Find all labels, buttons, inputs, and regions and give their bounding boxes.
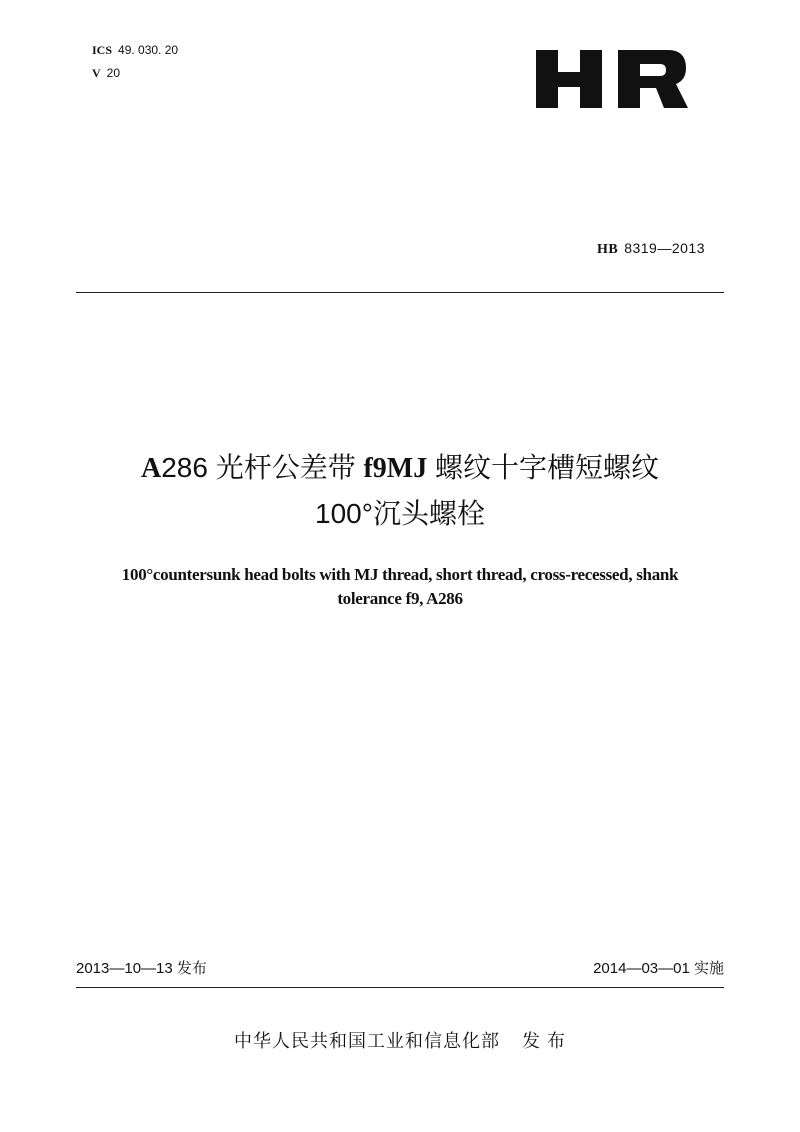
publish-date: 2013—10—13 发布 xyxy=(76,960,207,977)
standard-code: 8319—2013 xyxy=(624,240,705,256)
title-en-line1: 100°countersunk head bolts with MJ thread, short thread, cross-recessed, shank xyxy=(121,565,679,584)
ccs-label: V xyxy=(92,66,101,80)
title-cn-line1 xyxy=(0,451,800,486)
title-cn-num: 286 xyxy=(161,452,208,483)
title-en-line2: tolerance f9, A286 xyxy=(337,589,463,608)
hb-logo xyxy=(536,50,688,108)
implement-date: 2014—03—01 实施 xyxy=(593,960,724,977)
bottom-divider xyxy=(76,987,724,988)
issuer xyxy=(0,1027,800,1053)
title-cn-line2: 100°沉头螺栓 xyxy=(315,498,485,529)
standard-number xyxy=(597,240,705,258)
title-cn-rest: 螺纹十字槽短螺纹 xyxy=(427,452,660,483)
issuer-action: 发 布 xyxy=(521,1031,566,1051)
title-cn-mid: 光杆公差带 xyxy=(207,452,364,483)
top-divider xyxy=(76,292,724,293)
ics-code: 49. 030. 20 xyxy=(118,43,179,57)
issuer-name: 中华人民共和国工业和信息化部 xyxy=(233,1031,500,1051)
ics-label: ICS xyxy=(92,43,113,57)
standard-prefix: HB xyxy=(596,242,619,257)
title-cn-prefix: A xyxy=(140,453,162,484)
title-cn-code: f9MJ xyxy=(363,453,428,484)
ics-classification xyxy=(92,43,178,57)
ccs-classification xyxy=(92,66,120,80)
ccs-code: 20 xyxy=(106,66,121,80)
